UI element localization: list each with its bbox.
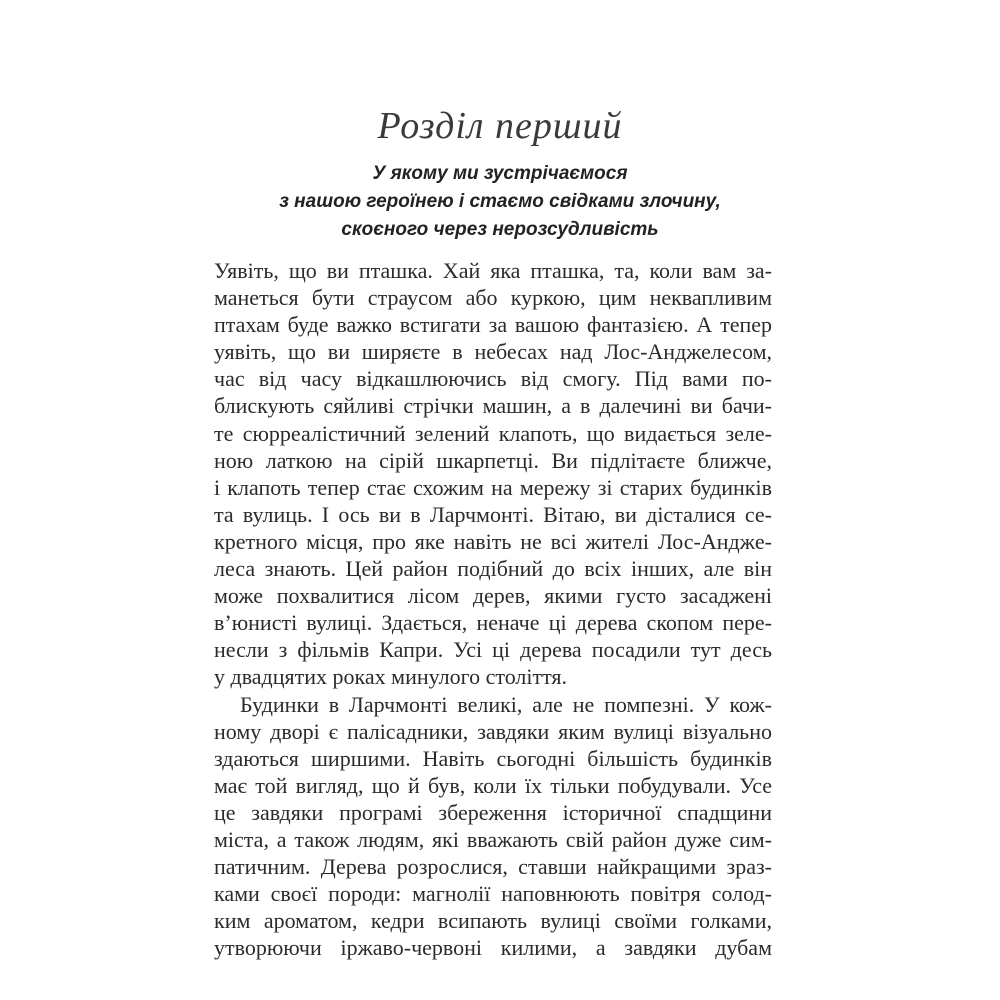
text-line: ками своєї породи: магнолії наповнюють повітря солод- bbox=[214, 881, 772, 907]
text-line: ною латкою на сірій шкарпетці. Ви підлітаєте ближче, bbox=[214, 447, 772, 473]
text-line: в’юнисті вулиці. Здається, неначе ці дерева скопом пере- bbox=[214, 610, 772, 636]
text-line: міста, а також людям, які вважають свій район дуже сим- bbox=[214, 826, 772, 852]
text-line: це завдяки програмі збереження історичної спадщини bbox=[214, 799, 772, 825]
text-line: патичним. Дерева розрослися, ставши найкращими зраз- bbox=[214, 854, 772, 880]
text-line: манеться бути страусом або куркою, цим неквапливим bbox=[214, 285, 772, 311]
text-line: та вулиць. І ось ви в Ларчмонті. Вітаю, ви дісталися се- bbox=[214, 501, 772, 527]
text-line: час від часу відкашлюючись від смогу. Під вами по- bbox=[214, 366, 772, 392]
subtitle-line: скоєного через нерозсудливість bbox=[341, 219, 659, 240]
text-line: і клапоть тепер стає схожим на мережу зі старих будинків bbox=[214, 474, 772, 500]
subtitle-line: У якому ми зустрічаємося bbox=[372, 163, 628, 184]
text-line: Будинки в Ларчмонті великі, але не помпезні. У кож- bbox=[240, 691, 772, 717]
text-line: ному дворі є палісадники, завдяки яким вулиці візуально bbox=[214, 718, 772, 744]
text-line: кретного місця, про яке навіть не всі жителі Лос-Анджe- bbox=[214, 528, 772, 554]
text-line: Уявіть, що ви пташка. Хай яка пташка, та, коли вам за- bbox=[214, 258, 772, 283]
text-line: несли з фільмів Капри. Усі ці дерева посадили тут десь bbox=[214, 637, 772, 663]
text-line: леса знають. Цей район подібний до всіх інших, але він bbox=[214, 556, 772, 582]
text-line: уявіть, що ви ширяєте в небесах над Лос-Анджелесом, bbox=[214, 339, 772, 365]
subtitle-line: з нашою героїнею і стаємо свідками злочину, bbox=[279, 191, 721, 212]
text-line: може похвалитися лісом дерев, якими густо засаджені bbox=[214, 583, 772, 609]
chapter-subtitle bbox=[0, 160, 1000, 244]
text-line: утворюючи іржаво-червоні килими, а завдяки дубам bbox=[214, 935, 772, 961]
chapter-title: Розділ перший bbox=[377, 105, 623, 147]
text-line: блискують сяйливі стрічки машин, а в далечині ви бачи- bbox=[214, 393, 772, 419]
text-line: має той вигляд, що й був, коли їх тільки побудували. Усе bbox=[214, 772, 772, 798]
body-text bbox=[214, 257, 772, 961]
text-line: здаються ширшими. Навіть сьогодні більшість будинків bbox=[214, 745, 772, 771]
text-line: у двадцятих роках минулого століття. bbox=[214, 664, 568, 690]
text-line: птахам буде важко встигати за вашою фантазією. А тепер bbox=[214, 312, 772, 338]
text-line: ким ароматом, кедри всипають вулиці своїми голками, bbox=[214, 908, 772, 934]
text-line: те сюрреалістичний зелений клапоть, що видається зеле- bbox=[214, 420, 772, 446]
